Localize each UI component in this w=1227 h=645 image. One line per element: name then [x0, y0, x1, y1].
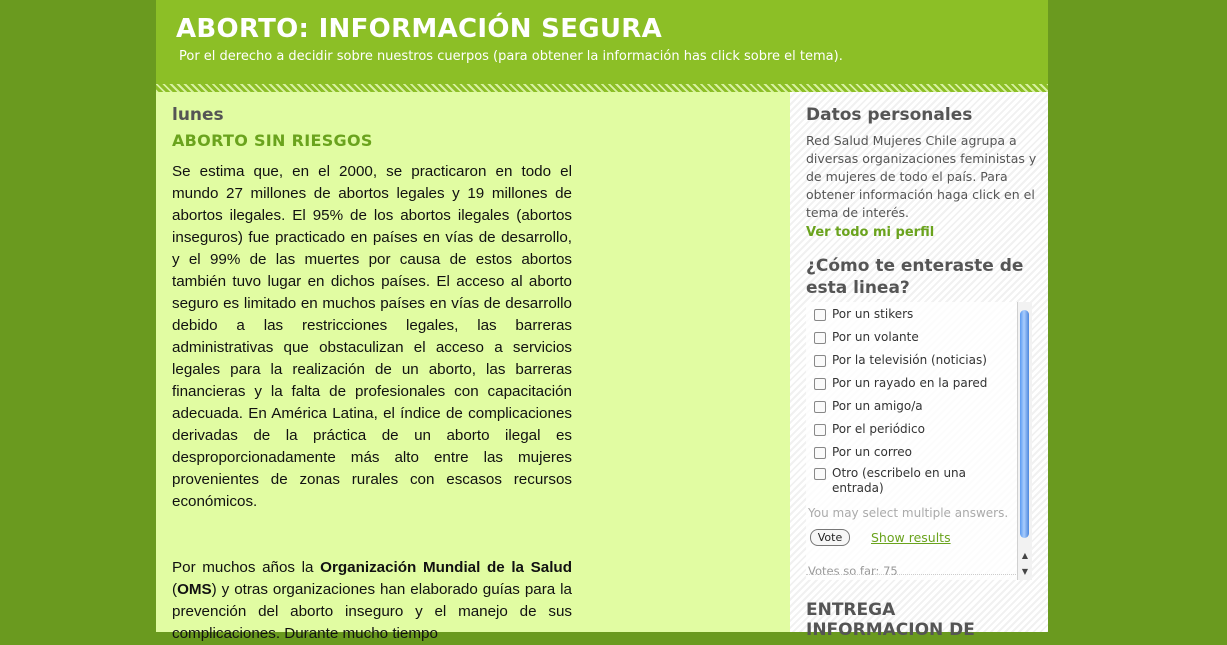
scroll-down-icon[interactable]: ▼	[1021, 567, 1029, 576]
blog-description: Por el derecho a decidir sobre nuestros cuerpos (para obtener la información has click sobre el tema).	[179, 49, 843, 64]
blog-header	[156, 0, 1048, 84]
poll-option-label: Por un volante	[832, 330, 919, 344]
poll-note: You may select multiple answers.	[808, 506, 1009, 520]
poll-option[interactable]	[814, 330, 1009, 345]
poll-option-label: Por un stikers	[832, 307, 914, 321]
poll-option-label: Por un amigo/a	[832, 399, 923, 413]
poll-option[interactable]	[814, 353, 1009, 368]
page	[156, 0, 1048, 642]
who-acronym: OMS	[177, 581, 212, 598]
poll-option-label: Por un correo	[832, 445, 912, 459]
poll-option-label: Por un rayado en la pared	[832, 376, 988, 390]
next-widget-title: ENTREGA INFORMACION DE	[806, 600, 975, 640]
post-body	[172, 161, 572, 645]
poll-title: ¿Cómo te enteraste de esta linea?	[806, 256, 1024, 298]
sidebar	[790, 92, 1048, 640]
poll-scrollbar[interactable]	[1017, 302, 1032, 580]
checkbox[interactable]	[814, 355, 826, 367]
checkbox[interactable]	[814, 309, 826, 321]
scrollbar-thumb[interactable]	[1020, 310, 1029, 538]
poll-option[interactable]	[814, 399, 1009, 414]
view-profile-link[interactable]: Ver todo mi perfil	[806, 225, 935, 240]
who-name: Organización Mundial de la Salud	[320, 559, 572, 576]
checkbox[interactable]	[814, 424, 826, 436]
scroll-up-icon[interactable]: ▲	[1021, 551, 1029, 560]
vote-button[interactable]: Vote	[810, 529, 850, 546]
poll-divider	[806, 574, 1018, 581]
blog-title[interactable]: ABORTO: INFORMACIÓN SEGURA	[176, 14, 663, 44]
profile-description: Red Salud Mujeres Chile agrupa a diversas organizaciones feministas y de mujeres de todo el país. Para obtener información haga click en el tema de interés.	[806, 133, 1037, 220]
poll-widget	[806, 302, 1032, 580]
post-paragraph-2-text: (	[172, 581, 178, 598]
poll-option[interactable]	[814, 376, 1009, 391]
poll-option[interactable]	[814, 422, 1009, 437]
checkbox[interactable]	[814, 447, 826, 459]
poll-option-label: Otro (escribelo en una entrada)	[832, 466, 967, 495]
post-paragraph-2-text: Por muchos años la	[172, 559, 321, 576]
poll-option-label: Por la televisión (noticias)	[832, 353, 987, 367]
checkbox[interactable]	[814, 468, 826, 480]
post-paragraph-1: Se estima que, en el 2000, se practicaron en todo el mundo 27 millones de abortos legales y 19 millones de abortos ilegales. El 95% de los abortos ilegales (abortos inseguros) fue practicado en países en vías de desarrollo, y el 99% de las muertes por causa de estos abortos también tuvo lugar en dichos países. El acceso al aborto seguro es limitado en muchos países en vías de desarrollo debido a las restricciones legales, las barreras administrativas que obstaculizan el acceso a servicios legales para la realización de un aborto, las barreras financieras y la falta de profesionales con capacitación adecuada. En América Latina, el índice de complicaciones derivadas de la práctica de un aborto ilegal es desproporcionadamente más alto entre las mujeres provenientes de zonas rurales con escasos recursos económicos.	[172, 163, 572, 510]
checkbox[interactable]	[814, 401, 826, 413]
post-title[interactable]: ABORTO SIN RIESGOS	[172, 131, 373, 150]
header-divider	[156, 84, 1048, 92]
main-content	[156, 92, 790, 642]
poll-option-label: Por el periódico	[832, 422, 925, 436]
poll-option[interactable]	[814, 466, 1009, 496]
checkbox[interactable]	[814, 378, 826, 390]
profile-title: Datos personales	[806, 105, 973, 125]
checkbox[interactable]	[814, 332, 826, 344]
votes-count: Votes so far: 75	[808, 564, 898, 578]
poll-option[interactable]	[814, 307, 1009, 322]
post-date: lunes	[172, 105, 224, 125]
post-paragraph-2-text: ) y otras organizaciones han elaborado guías para la prevención del aborto inseguro y el manejo de sus complicaciones. Durante mucho tiempo	[172, 581, 572, 642]
poll-option[interactable]	[814, 445, 1009, 460]
show-results-link[interactable]: Show results	[871, 530, 951, 545]
